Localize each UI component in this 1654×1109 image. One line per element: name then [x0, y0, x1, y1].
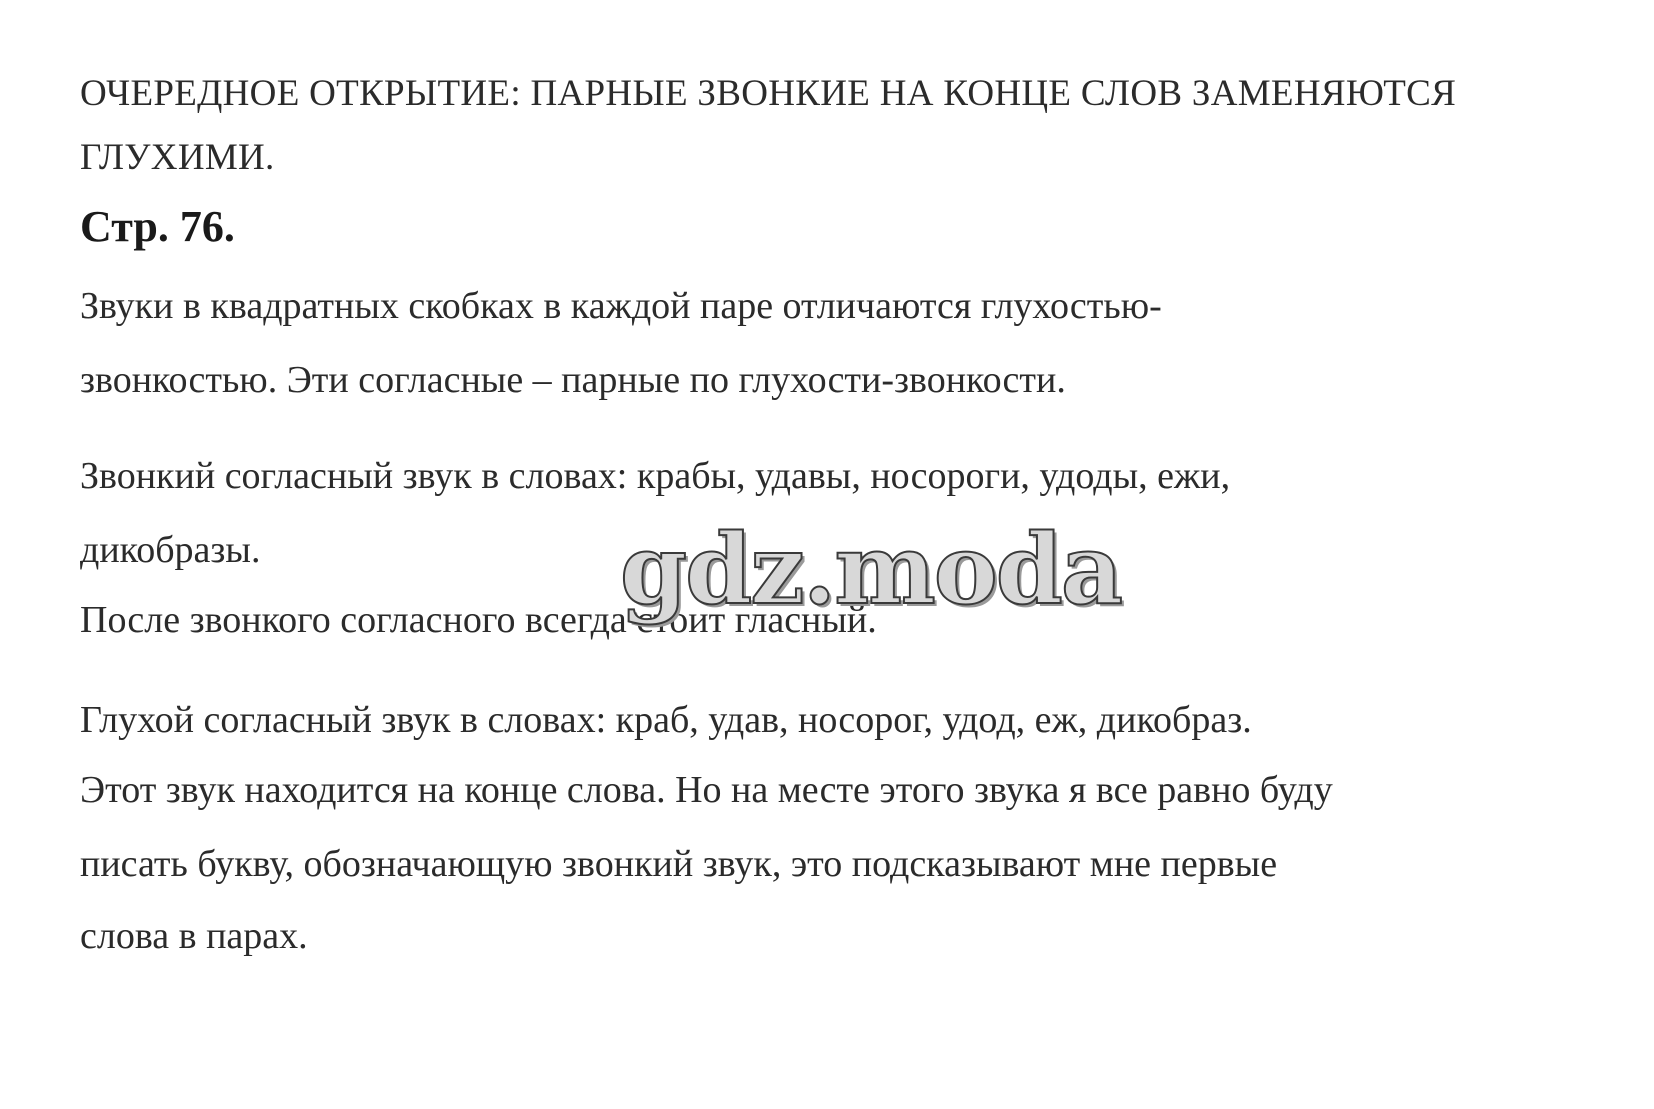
paragraph1-line-2: звонкостью. Эти согласные – парные по глухости-звонкости.	[80, 359, 1066, 401]
paragraph2-line-1: Звонкий согласный звук в словах: крабы, удавы, носороги, удоды, ежи,	[80, 455, 1231, 497]
paragraph3-line-3: писать букву, обозначающую звонкий звук, это подсказывают мне первые	[80, 843, 1278, 885]
paragraph2-line-3: После звонкого согласного всегда стоит гласный.	[80, 599, 877, 641]
page-heading: Стр. 76.	[80, 202, 235, 251]
watermark-logo: gdz.moda	[620, 513, 1122, 626]
paragraph3-line-1: Глухой согласный звук в словах: краб, удав, носорог, удод, еж, дикобраз.	[80, 699, 1252, 741]
paragraph3-line-4: слова в парах.	[80, 915, 308, 957]
paragraph3-line-2: Этот звук находится на конце слова. Но на месте этого звука я все равно буду	[80, 769, 1333, 811]
intro-line-2: ГЛУХИМИ.	[80, 137, 275, 178]
paragraph1-line-1: Звуки в квадратных скобках в каждой паре отличаются глухостью-	[80, 285, 1162, 327]
paragraph2-line-2: дикобразы.	[80, 529, 261, 571]
intro-line-1: ОЧЕРЕДНОЕ ОТКРЫТИЕ: ПАРНЫЕ ЗВОНКИЕ НА КОНЦЕ СЛОВ ЗАМЕНЯЮТСЯ	[80, 73, 1457, 114]
